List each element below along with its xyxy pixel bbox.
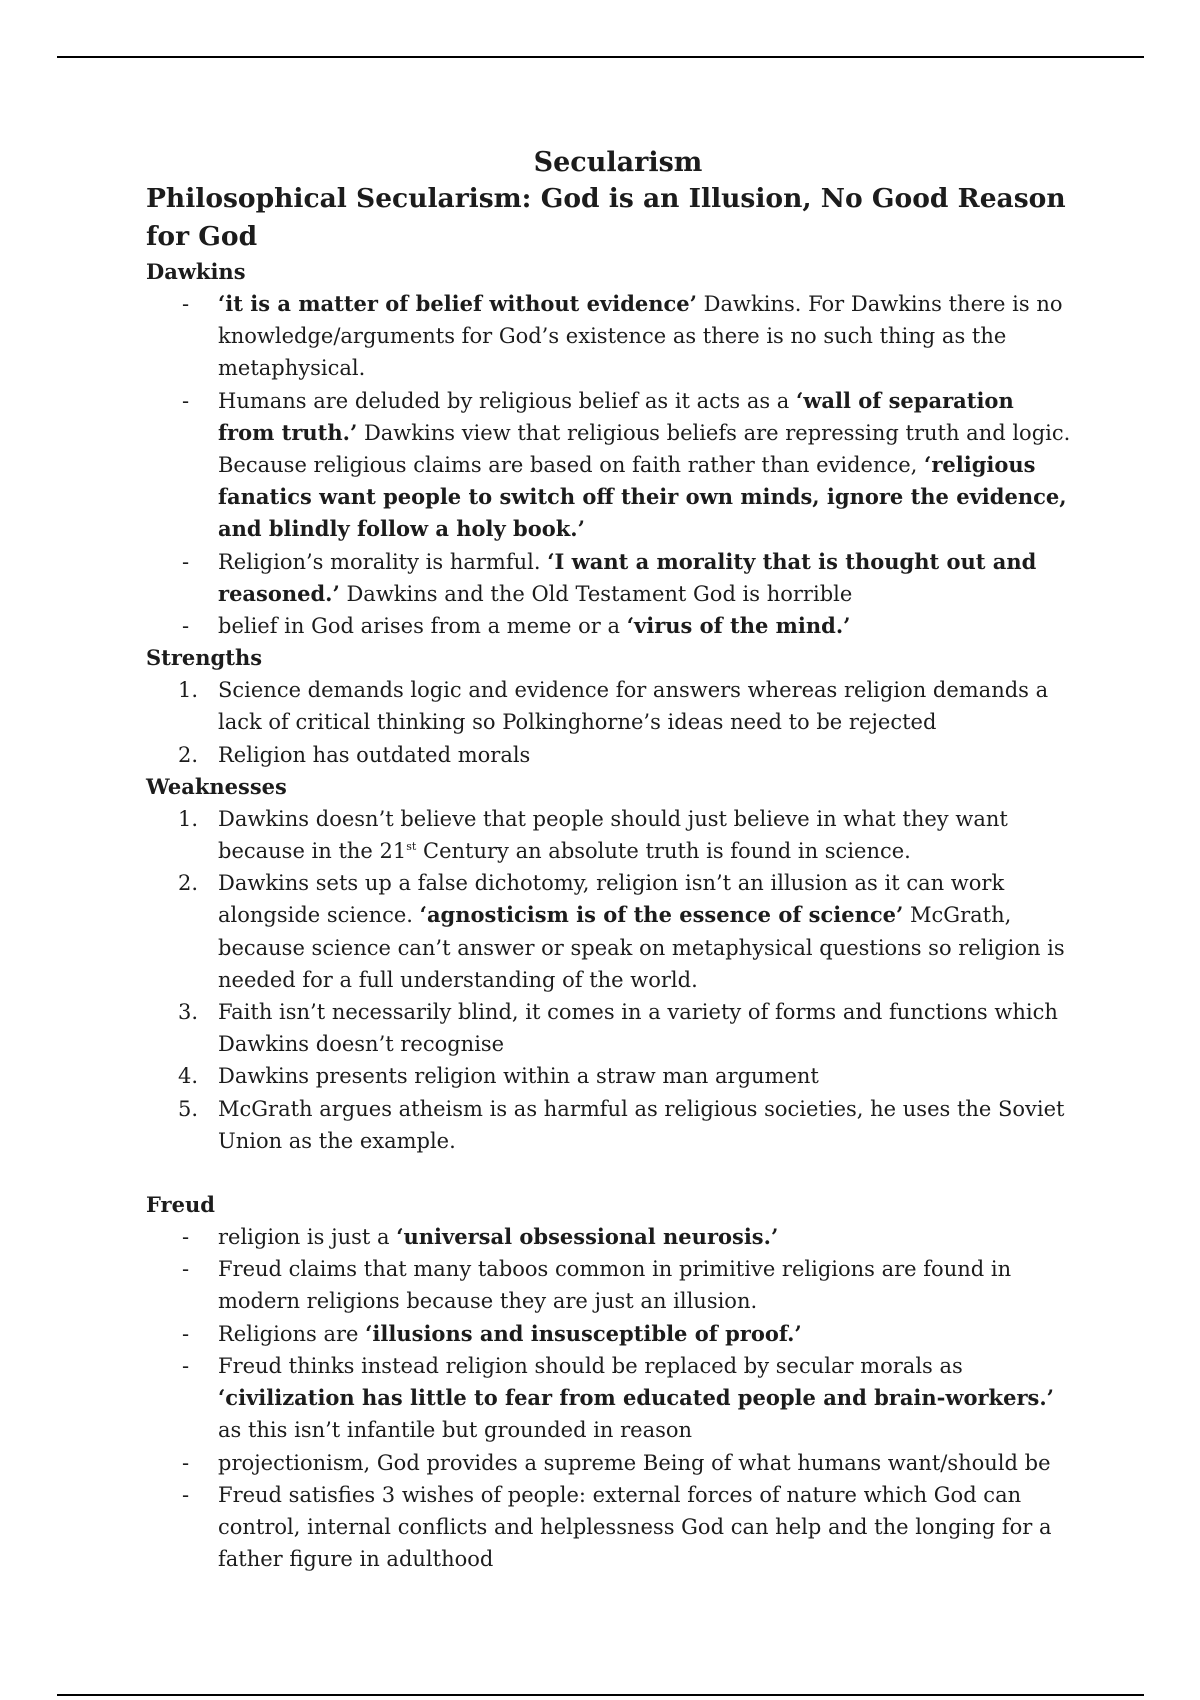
weaknesses-list — [146, 803, 1076, 1157]
bullet-point — [146, 610, 1076, 642]
bold-quote: ‘agnosticism is of the essence of science’ — [419, 902, 904, 928]
text-segment: Dawkins view that religious beliefs are repressing truth and logic. Because religious claims are based on faith rather than evidence, — [218, 420, 1071, 478]
top-rule — [57, 56, 1144, 58]
dash-bullet: - — [182, 388, 190, 413]
dash-bullet: - — [182, 1450, 190, 1475]
text-segment: religion is just a — [218, 1225, 397, 1250]
bullet-point — [146, 1318, 1076, 1350]
text-segment: Religion has outdated morals — [218, 742, 531, 767]
bullet-point — [146, 1447, 1076, 1479]
document-body — [146, 146, 1076, 1575]
bold-quote: ‘civilization has little to fear from educated people and brain-workers.’ — [218, 1385, 1054, 1411]
dash-bullet: - — [182, 1482, 190, 1507]
item-number: 4. — [178, 1064, 199, 1089]
item-text — [218, 1225, 778, 1249]
item-text — [218, 1322, 802, 1346]
item-number: 3. — [178, 1000, 199, 1025]
page-subtitle: Philosophical Secularism: God is an Illusion, No Good Reason for God — [146, 183, 1066, 252]
text-segment: Freud satisfies 3 wishes of people: external forces of nature which God can control, internal conflicts and helplessness God can help and the longing for a father figure in adulthood — [218, 1482, 1052, 1572]
numbered-item — [146, 803, 1076, 867]
text-segment: as this isn’t infantile but grounded in reason — [218, 1418, 693, 1443]
bold-quote: ‘it is a matter of belief without evidence’ — [218, 291, 697, 316]
dash-bullet: - — [182, 1353, 190, 1378]
item-text — [218, 678, 1048, 734]
item-number: 1. — [178, 678, 199, 703]
item-text — [218, 807, 1008, 863]
strengths-list — [146, 674, 1076, 771]
bold-quote: ‘illusions and insusceptible of proof.’ — [365, 1320, 802, 1346]
numbered-item — [146, 996, 1076, 1060]
text-segment: st — [406, 840, 417, 854]
item-text — [218, 1354, 1054, 1442]
text-segment: McGrath, because science can’t answer or speak on metaphysical questions so religion is needed for a full understanding of the world. — [218, 903, 1065, 992]
item-text — [218, 292, 1063, 380]
section-heading-strengths: Strengths — [146, 645, 263, 671]
item-text — [218, 550, 1036, 606]
text-segment: Humans are deluded by religious belief as it acts as a — [218, 388, 796, 413]
text-segment: Religions are — [218, 1321, 366, 1346]
text-segment: Dawkins sets up a false dichotomy, religion isn’t an illusion as it can work alongside science. — [218, 871, 1005, 928]
text-segment: Freud thinks instead religion should be replaced by secular morals as — [218, 1353, 963, 1378]
item-text — [218, 389, 1070, 542]
text-segment: Dawkins and the Old Testament God is horrible — [339, 581, 853, 606]
numbered-item — [146, 739, 1076, 771]
dash-bullet: - — [182, 614, 190, 639]
dash-bullet: - — [182, 292, 190, 316]
bullet-point — [146, 1479, 1076, 1576]
numbered-item — [146, 674, 1076, 738]
item-number: 2. — [178, 742, 199, 767]
numbered-item — [146, 1060, 1076, 1092]
item-text — [218, 1064, 819, 1088]
bold-quote: ‘virus of the mind.’ — [626, 613, 851, 639]
dash-bullet: - — [182, 1321, 190, 1346]
bullet-point — [146, 1221, 1076, 1253]
page-title: Secularism — [533, 147, 703, 178]
bullet-point — [146, 288, 1076, 385]
text-segment: Science demands logic and evidence for answers whereas religion demands a lack of critical thinking so Polkinghorne’s ideas need to be rejected — [218, 678, 1049, 735]
numbered-item — [146, 867, 1076, 996]
item-text — [218, 1451, 1051, 1475]
text-segment: Century an absolute truth is found in science. — [416, 839, 911, 864]
dash-bullet: - — [182, 1257, 190, 1282]
freud-points — [146, 1221, 1076, 1575]
item-text — [218, 614, 850, 638]
bullet-point — [146, 546, 1076, 610]
item-text — [218, 1257, 1011, 1313]
bottom-rule — [57, 1694, 1144, 1696]
section-heading-freud: Freud — [146, 1192, 215, 1218]
bold-quote: ‘I want a morality that is thought out and reasoned.’ — [218, 548, 1037, 606]
numbered-item — [146, 1093, 1076, 1157]
bold-quote: ‘religious fanatics want people to switch off their own minds, ignore the evidence, and blindly follow a holy book.’ — [218, 452, 1067, 542]
bold-quote: ‘wall of separation from truth.’ — [218, 387, 1014, 445]
bullet-point — [146, 1350, 1076, 1447]
text-segment: Freud claims that many taboos common in primitive religions are found in modern religions because they are just an illusion. — [218, 1257, 1012, 1314]
dawkins-points — [146, 288, 1076, 642]
item-number: 5. — [178, 1096, 199, 1121]
section-heading-dawkins: Dawkins — [146, 259, 246, 284]
dash-bullet: - — [182, 1225, 190, 1250]
bullet-point — [146, 1253, 1076, 1317]
text-segment: Dawkins doesn’t believe that people should just believe in what they want because in the 21 — [218, 806, 1008, 864]
text-segment: projectionism, God provides a supreme Being of what humans want/should be — [218, 1450, 1051, 1475]
text-segment: Dawkins. For Dawkins there is no knowledge/arguments for God’s existence as there is no such thing as the metaphysical. — [218, 292, 1063, 381]
text-segment: Dawkins presents religion within a straw man argument — [218, 1064, 819, 1089]
text-segment: belief in God arises from a meme or a — [218, 614, 627, 639]
bullet-point — [146, 385, 1076, 546]
section-heading-weaknesses: Weaknesses — [146, 773, 287, 799]
item-text — [218, 871, 1065, 992]
bold-quote: ‘universal obsessional neurosis.’ — [396, 1224, 779, 1250]
text-segment: Religion’s morality is harmful. — [218, 549, 548, 574]
item-number: 2. — [178, 871, 199, 896]
item-text — [218, 743, 530, 767]
text-segment: McGrath argues atheism is as harmful as religious societies, he uses the Soviet Union as the example. — [218, 1096, 1065, 1153]
item-text — [218, 1097, 1065, 1153]
dash-bullet: - — [182, 549, 190, 574]
text-segment: Faith isn’t necessarily blind, it comes in a variety of forms and functions which Dawkins doesn’t recognise — [218, 1000, 1058, 1057]
item-text — [218, 1483, 1052, 1571]
item-number: 1. — [178, 806, 199, 831]
item-text — [218, 1000, 1058, 1056]
